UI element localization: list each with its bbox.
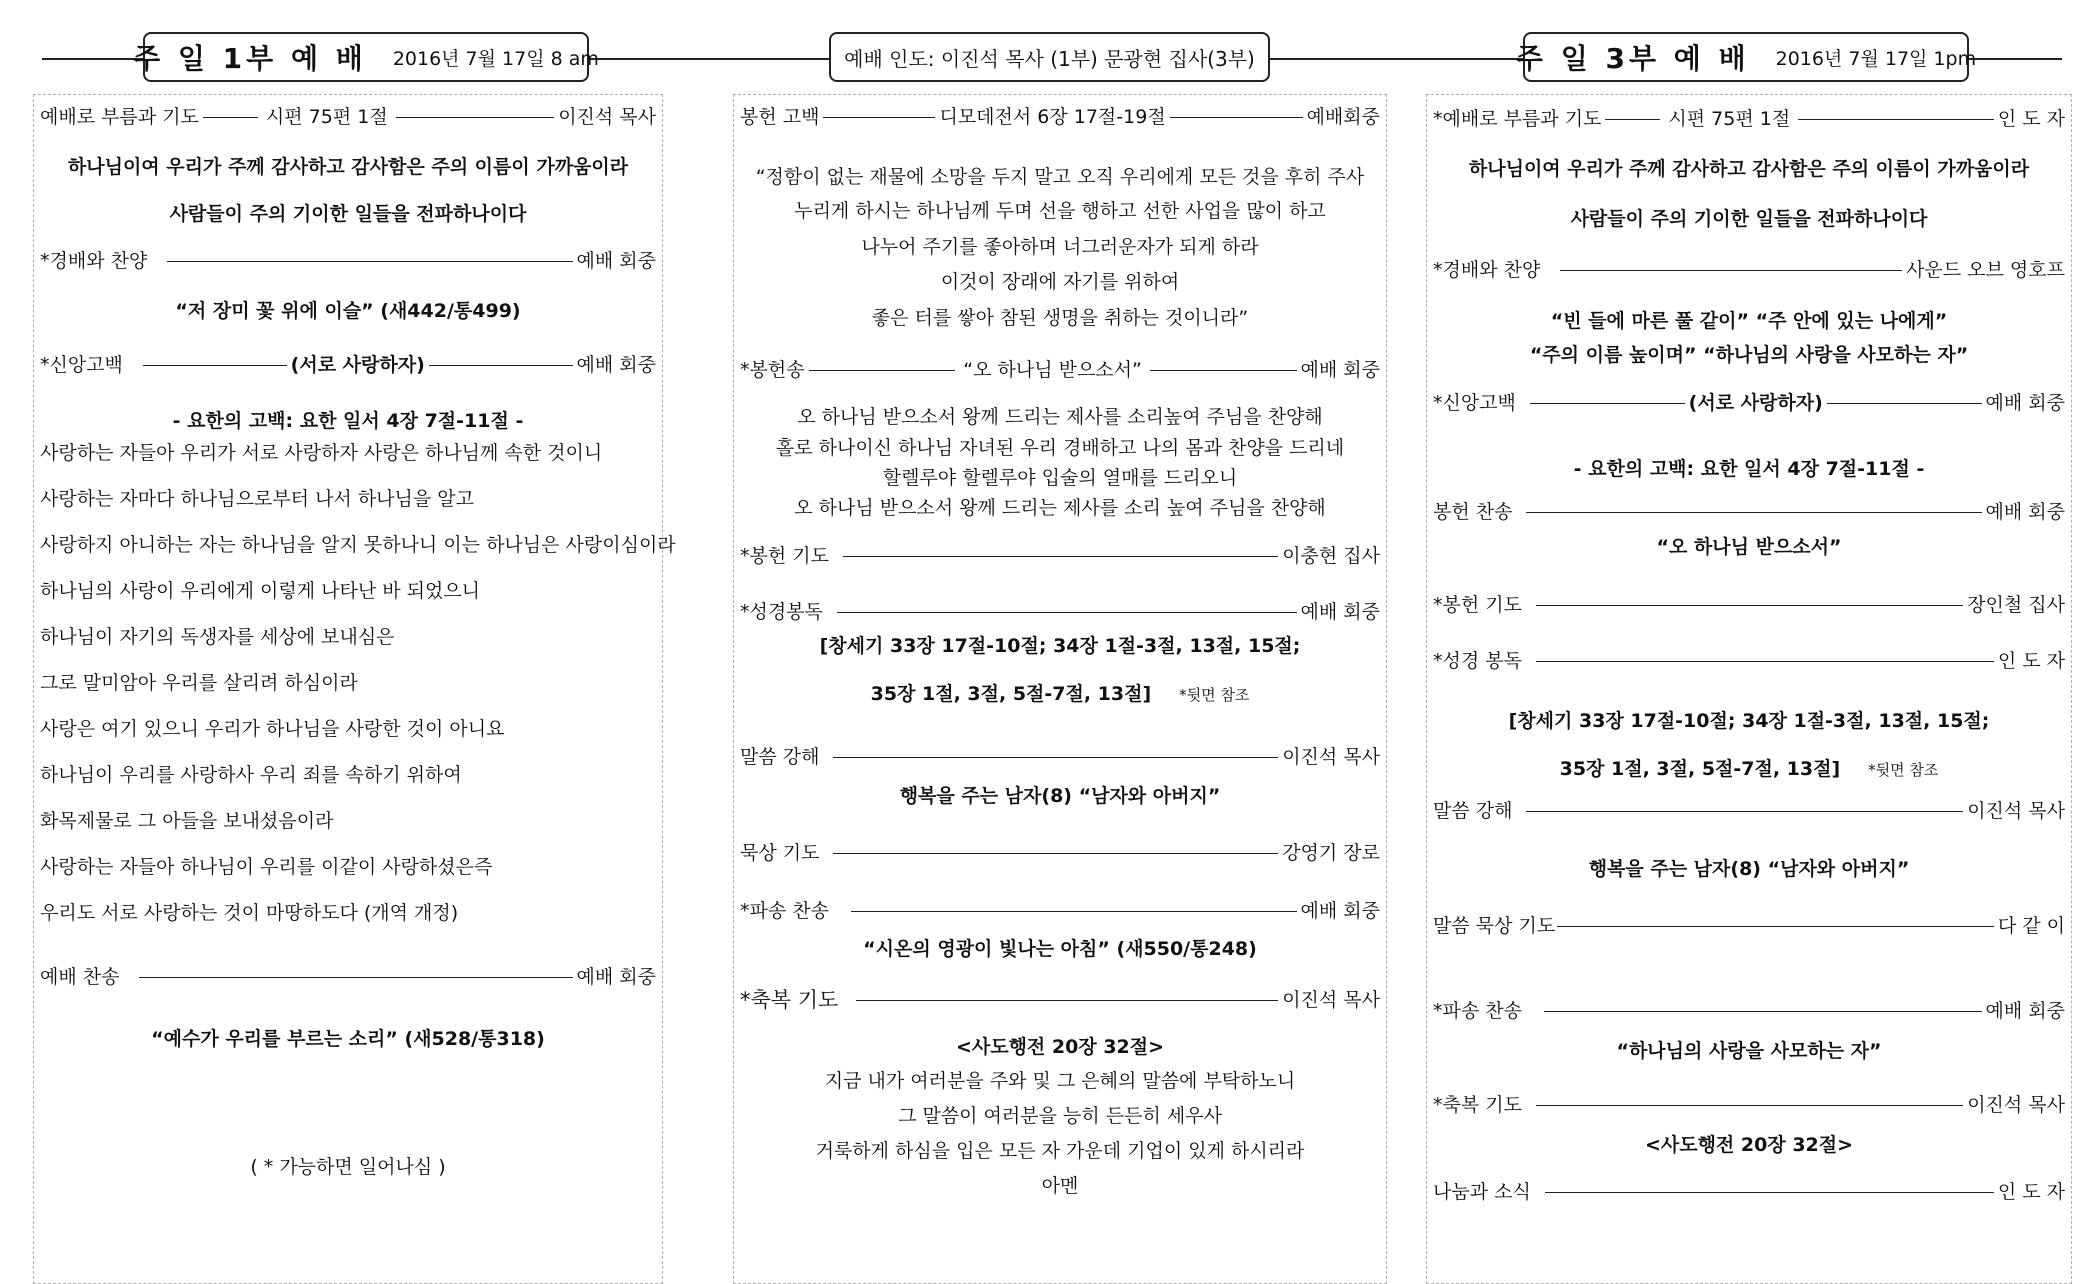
see-back-note: *뒷면 참조 (1868, 761, 1939, 779)
item-hymn (40, 965, 656, 989)
benediction-line: 그 말씀이 여러분을 능히 든든히 세우사 (898, 1105, 1222, 1127)
item-label: 예배로 부름과 기도 (40, 106, 199, 128)
item-leader: 예배 회중 (576, 966, 656, 988)
offering-song-line: 오 하나님 받으소서 왕께 드리는 제사를 소리 높여 주님을 찬양해 (794, 497, 1326, 519)
offering-verse-line: 이것이 장래에 자기를 위하여 (940, 271, 1180, 293)
creed-line: 사랑은 여기 있으니 우리가 하나님을 사랑한 것이 아니요 (40, 718, 505, 740)
praise-song: “저 장미 꽃 위에 이슬” (새442/통499) (175, 300, 521, 322)
item-leader: 예배 회중 (576, 354, 656, 376)
leader-line (139, 977, 572, 978)
call-verse-line: 하나님이여 우리가 주께 감사하고 감사함은 주의 이름이 가까움이라 (67, 156, 629, 178)
leader-line (167, 261, 572, 262)
offering-song-line: 오 하나님 받으소서 왕께 드리는 제사를 소리높여 주님을 찬양해 (797, 406, 1323, 428)
offering-verse-line: 누리게 하시는 하나님께 두며 선을 행하고 선한 사업을 많이 하고 (794, 200, 1326, 222)
leader-line (396, 117, 555, 118)
leader-line (1545, 1192, 1994, 1193)
creed-line: 하나님의 사랑이 우리에게 이렇게 나타난 바 되었으니 (40, 580, 481, 602)
item-label: *파송 찬송 (740, 900, 829, 922)
item-benediction (740, 988, 1380, 1012)
item-label: 나눔과 소식 (1433, 1181, 1531, 1203)
item-label: 봉헌 찬송 (1433, 501, 1513, 523)
column-center (733, 94, 1387, 1284)
header-service-1 (133, 32, 599, 82)
item-leader: 예배회중 (1306, 106, 1380, 128)
creed-line: 사랑하는 자들아 우리가 서로 사랑하자 사랑은 하나님께 속한 것이니 (40, 442, 603, 464)
service-1-title: 주 일 1부 예 배 (133, 42, 367, 75)
leader-line (1557, 926, 1994, 927)
item-call-to-worship (1433, 107, 2065, 131)
creed-line: 화목제물로 그 아들을 보내셨음이라 (40, 810, 334, 832)
item-label: 말씀 묵상 기도 (1433, 915, 1556, 937)
item-praise (40, 249, 656, 273)
item-label: *신앙고백 (40, 354, 123, 376)
item-detail: (서로 사랑하자) (290, 354, 425, 376)
item-meditation (1433, 914, 2065, 938)
call-verse-line: 사람들이 주의 기이한 일들을 전파하나이다 (1570, 208, 1928, 230)
call-verse-line: 사람들이 주의 기이한 일들을 전파하나이다 (169, 203, 527, 225)
offering-song-title: “오 하나님 받으소서” (1656, 536, 1842, 558)
creed-title: - 요한의 고백: 요한 일서 4장 7절-11절 - (172, 410, 524, 432)
item-label: *축복 기도 (1433, 1094, 1522, 1116)
item-leader: 장인철 집사 (1967, 594, 2065, 616)
item-detail: “오 하나님 받으소서” (963, 359, 1142, 381)
item-benediction (1433, 1093, 2065, 1117)
item-scripture-reading (740, 600, 1380, 624)
item-leader: 사운드 오브 영호프 (1906, 259, 2065, 281)
offering-verse-line: “정함이 없는 재물에 소망을 두지 말고 오직 우리에게 모든 것을 후히 주사 (755, 166, 1365, 188)
item-leader: 강영기 장로 (1282, 842, 1380, 864)
leader-line (1536, 661, 1994, 662)
item-leader: 예배 회중 (1300, 900, 1380, 922)
header-leaders (829, 32, 1270, 82)
leader-line (809, 370, 956, 371)
leader-line (203, 117, 258, 118)
item-leader: 이진석 목사 (558, 106, 656, 128)
creed-line: 하나님이 자기의 독생자를 세상에 보내심은 (40, 626, 395, 648)
item-leader: 예배 회중 (1985, 392, 2065, 414)
item-label: *봉헌 기도 (1433, 594, 1522, 616)
item-sermon (1433, 799, 2065, 823)
item-leader: 이진석 목사 (1282, 746, 1380, 768)
offering-song-line: 홀로 하나이신 하나님 자녀된 우리 경배하고 나의 몸과 찬양을 드리네 (775, 437, 1345, 459)
hymn-song: “예수가 우리를 부르는 소리” (새528/통318) (151, 1028, 545, 1050)
sending-song: “시온의 영광이 빛나는 아침” (새550/통248) (863, 938, 1257, 960)
item-leader: 이진석 목사 (1282, 989, 1380, 1011)
item-detail: 디모데전서 6장 17절-19절 (939, 106, 1166, 128)
item-label: *신앙고백 (1433, 392, 1516, 414)
creed-title: - 요한의 고백: 요한 일서 4장 7절-11절 - (1573, 458, 1925, 480)
benediction-reference: <사도행전 20장 32절> (1644, 1134, 1854, 1156)
leader-line (856, 1000, 1278, 1001)
stand-footnote: ( * 가능하면 일어나심 ) (250, 1156, 446, 1178)
benediction-line: 아멘 (1041, 1175, 1079, 1197)
leader-line (1798, 119, 1994, 120)
item-label: *봉헌 기도 (740, 545, 829, 567)
item-sermon (740, 745, 1380, 769)
column-service-1 (33, 94, 676, 1284)
item-praise (1433, 258, 2065, 282)
item-label: *예배로 부름과 기도 (1433, 108, 1602, 130)
creed-line: 하나님이 우리를 사랑하사 우리 죄를 속하기 위하여 (40, 764, 462, 786)
item-creed (1433, 391, 2065, 415)
praise-songs: “빈 들에 마른 풀 같이” “주 안에 있는 나에게” (1550, 310, 1948, 332)
leader-line (837, 612, 1297, 613)
item-label: *성경봉독 (740, 601, 823, 623)
item-leader: 예배 회중 (1300, 601, 1380, 623)
item-leader: 인 도 자 (1997, 650, 2065, 672)
item-label: *경배와 찬양 (40, 250, 148, 272)
praise-songs: “주의 이름 높이며” “하나님의 사랑을 사모하는 자” (1529, 344, 1969, 366)
leader-line (1536, 605, 1963, 606)
benediction-line: 거룩하게 하심을 입은 모든 자 가운데 기업이 있게 하시리라 (815, 1140, 1305, 1162)
service-3-title: 주 일 3부 예 배 (1515, 42, 1750, 75)
item-meditation (740, 841, 1380, 865)
item-sending-hymn (740, 899, 1380, 923)
scripture-reference-text: 35장 1절, 3절, 5절-7절, 13절] (870, 683, 1152, 705)
item-label: *파송 찬송 (1433, 1000, 1522, 1022)
item-leader: 인 도 자 (1997, 108, 2065, 130)
leader-line (1526, 811, 1963, 812)
offering-song-line: 할렐루야 할렐루야 입술의 열매를 드리오니 (882, 467, 1238, 489)
leader-line (1827, 403, 1982, 404)
item-sending-hymn (1433, 999, 2065, 1023)
leader-line (1526, 512, 1981, 513)
scripture-reference-text: 35장 1절, 3절, 5절-7절, 13절] (1559, 758, 1841, 780)
service-1-date: 2016년 7월 17일 8 am (392, 47, 599, 70)
item-leader: 이진석 목사 (1967, 800, 2065, 822)
leader-line (1530, 403, 1685, 404)
item-creed (40, 353, 656, 377)
item-leader: 예배 회중 (1985, 1000, 2065, 1022)
leader-line (1560, 270, 1902, 271)
item-scripture-reading (1433, 649, 2065, 673)
item-leader: 인 도 자 (1997, 1181, 2065, 1203)
sermon-title: 행복을 주는 남자(8) “남자와 아버지” (899, 785, 1221, 807)
leader-line (851, 911, 1297, 912)
column-service-3 (1426, 94, 2072, 1284)
worship-leaders: 예배 인도: 이진석 목사 (1부) 문광현 집사(3부) (844, 46, 1255, 71)
item-leader: 예배 회중 (1985, 501, 2065, 523)
item-leader: 예배 회중 (576, 250, 656, 272)
creed-line: 사랑하지 아니하는 자는 하나님을 알지 못하나니 이는 하나님은 사랑이심이라 (40, 534, 676, 556)
service-3-date: 2016년 7월 17일 1pm (1775, 47, 1977, 70)
creed-line: 우리도 서로 사랑하는 것이 마땅하도다 (개역 개정) (40, 902, 459, 924)
item-leader: 예배 회중 (1300, 359, 1381, 381)
item-detail: 시편 75편 1절 (1668, 108, 1791, 130)
benediction-line: 지금 내가 여러분을 주와 및 그 은혜의 말씀에 부탁하노니 (824, 1070, 1296, 1092)
creed-line: 그로 말미암아 우리를 살리려 하심이라 (40, 672, 358, 694)
leader-line (143, 365, 287, 366)
leader-line (1605, 119, 1660, 120)
scripture-reference-cont (734, 682, 1386, 707)
item-announcements (1433, 1180, 2065, 1204)
item-leader: 이충현 집사 (1282, 545, 1380, 567)
leader-line (1536, 1105, 1963, 1106)
item-label: 예배 찬송 (40, 966, 120, 988)
item-offering-prayer (1433, 593, 2065, 617)
sending-song: “하나님의 사랑을 사모하는 자” (1616, 1040, 1882, 1062)
item-offering-prayer (740, 544, 1380, 568)
item-call-to-worship (40, 105, 656, 129)
leader-line (843, 556, 1278, 557)
benediction-reference: <사도행전 20장 32절> (955, 1036, 1165, 1058)
item-label: 봉헌 고백 (740, 106, 820, 128)
call-verse-line: 하나님이여 우리가 주께 감사하고 감사함은 주의 이름이 가까움이라 (1468, 158, 2030, 180)
leader-line (1170, 117, 1303, 118)
offering-verse-line: 나누어 주기를 좋아하며 너그러운자가 되게 하라 (861, 236, 1259, 258)
item-leader: 다 같 이 (1997, 915, 2065, 937)
leader-line (429, 365, 573, 366)
creed-line: 사랑하는 자들아 하나님이 우리를 이같이 사랑하셨은즉 (40, 856, 493, 878)
item-label: *경배와 찬양 (1433, 259, 1541, 281)
creed-line: 사랑하는 자마다 하나님으로부터 나서 하나님을 알고 (40, 488, 474, 510)
scripture-reference: [창세기 33장 17절-10절; 34장 1절-3절, 13절, 15절; (819, 635, 1301, 657)
sermon-title: 행복을 주는 남자(8) “남자와 아버지” (1588, 858, 1910, 880)
item-offering-song (1433, 500, 2065, 524)
item-label: *축복 기도 (740, 988, 839, 1012)
scripture-reference-cont (1427, 757, 2071, 782)
item-detail: (서로 사랑하자) (1688, 392, 1823, 414)
item-detail: 시편 75편 1절 (265, 106, 388, 128)
leader-line (833, 853, 1278, 854)
item-offering-confession (740, 105, 1380, 129)
item-label: 묵상 기도 (740, 842, 820, 864)
scripture-reference: [창세기 33장 17절-10절; 34장 1절-3절, 13절, 15절; (1508, 710, 1990, 732)
item-offering-song (740, 358, 1380, 382)
leader-line (1544, 1011, 1982, 1012)
item-label: 말씀 강해 (1433, 800, 1513, 822)
item-leader: 이진석 목사 (1967, 1094, 2065, 1116)
leader-line (833, 757, 1278, 758)
offering-verse-line: 좋은 터를 쌓아 참된 생명을 취하는 것이니라” (871, 307, 1249, 329)
leader-line (1150, 370, 1297, 371)
header-service-3 (1515, 32, 1977, 82)
item-label: *봉헌송 (740, 359, 805, 381)
item-label: 말씀 강해 (740, 746, 820, 768)
item-label: *성경 봉독 (1433, 650, 1522, 672)
see-back-note: *뒷면 참조 (1179, 686, 1250, 704)
leader-line (823, 117, 935, 118)
